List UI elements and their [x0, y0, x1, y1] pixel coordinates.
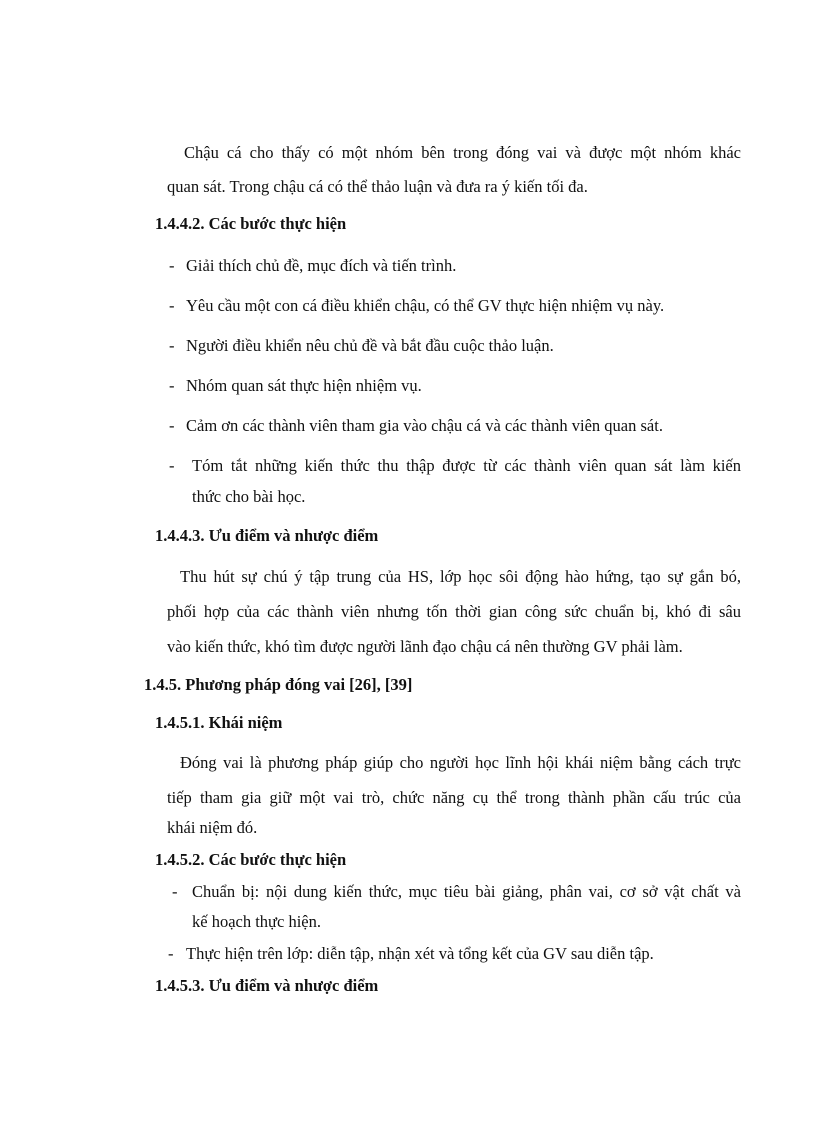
list-item: Thực hiện trên lớp: diễn tập, nhận xét và tổng kết của GV sau diễn tập. — [186, 944, 654, 963]
paragraph-line: tiếp tham gia giữ một vai trò, chức năng cụ thể trong thành phần cấu trúc của — [167, 788, 741, 807]
heading-1-4-4-3: 1.4.4.3. Ưu điểm và nhược điểm — [155, 526, 379, 545]
intro-line-1: Chậu cá cho thấy có một nhóm bên trong đóng vai và được một nhóm khác — [184, 143, 741, 162]
bullet-dash: - — [168, 944, 174, 963]
bullet-dash: - — [169, 416, 175, 435]
heading-1-4-5-1: 1.4.5.1. Khái niệm — [155, 713, 283, 732]
paragraph-line: vào kiến thức, khó tìm được người lãnh đạo chậu cá nên thường GV phải làm. — [167, 637, 683, 656]
intro-line-2: quan sát. Trong chậu cá có thể thảo luận và đưa ra ý kiến tối đa. — [167, 177, 588, 196]
list-item-continuation: thức cho bài học. — [192, 487, 306, 506]
bullet-dash: - — [169, 296, 175, 315]
list-item: Nhóm quan sát thực hiện nhiệm vụ. — [186, 376, 422, 395]
paragraph-line: khái niệm đó. — [167, 818, 258, 837]
list-item: Yêu cầu một con cá điều khiển chậu, có thể GV thực hiện nhiệm vụ này. — [186, 296, 665, 315]
bullet-dash: - — [169, 256, 175, 275]
paragraph-line: Đóng vai là phương pháp giúp cho người học lĩnh hội khái niệm bằng cách trực — [180, 753, 741, 772]
list-item: Giải thích chủ đề, mục đích và tiến trình. — [186, 256, 457, 275]
paragraph-line: Thu hút sự chú ý tập trung của HS, lớp học sôi động hào hứng, tạo sự gắn bó, — [180, 567, 741, 586]
list-item: Người điều khiển nêu chủ đề và bắt đầu cuộc thảo luận. — [186, 336, 554, 355]
bullet-dash: - — [169, 456, 175, 475]
heading-1-4-5-2: 1.4.5.2. Các bước thực hiện — [155, 850, 347, 869]
heading-1-4-5-3: 1.4.5.3. Ưu điểm và nhược điểm — [155, 976, 379, 995]
heading-1-4-4-2: 1.4.4.2. Các bước thực hiện — [155, 214, 347, 233]
paragraph-line: phối hợp của các thành viên nhưng tốn thời gian công sức chuẩn bị, khó đi sâu — [167, 602, 741, 621]
bullet-dash: - — [169, 376, 175, 395]
list-item: Tóm tắt những kiến thức thu thập được từ các thành viên quan sát làm kiến — [192, 456, 741, 475]
list-item: Chuẩn bị: nội dung kiến thức, mục tiêu bài giảng, phân vai, cơ sở vật chất và — [192, 882, 741, 901]
bullet-dash: - — [172, 882, 178, 901]
list-item-continuation: kế hoạch thực hiện. — [192, 912, 321, 931]
list-item: Cảm ơn các thành viên tham gia vào chậu cá và các thành viên quan sát. — [186, 416, 663, 435]
bullet-dash: - — [169, 336, 175, 355]
heading-1-4-5: 1.4.5. Phương pháp đóng vai [26], [39] — [144, 675, 413, 694]
